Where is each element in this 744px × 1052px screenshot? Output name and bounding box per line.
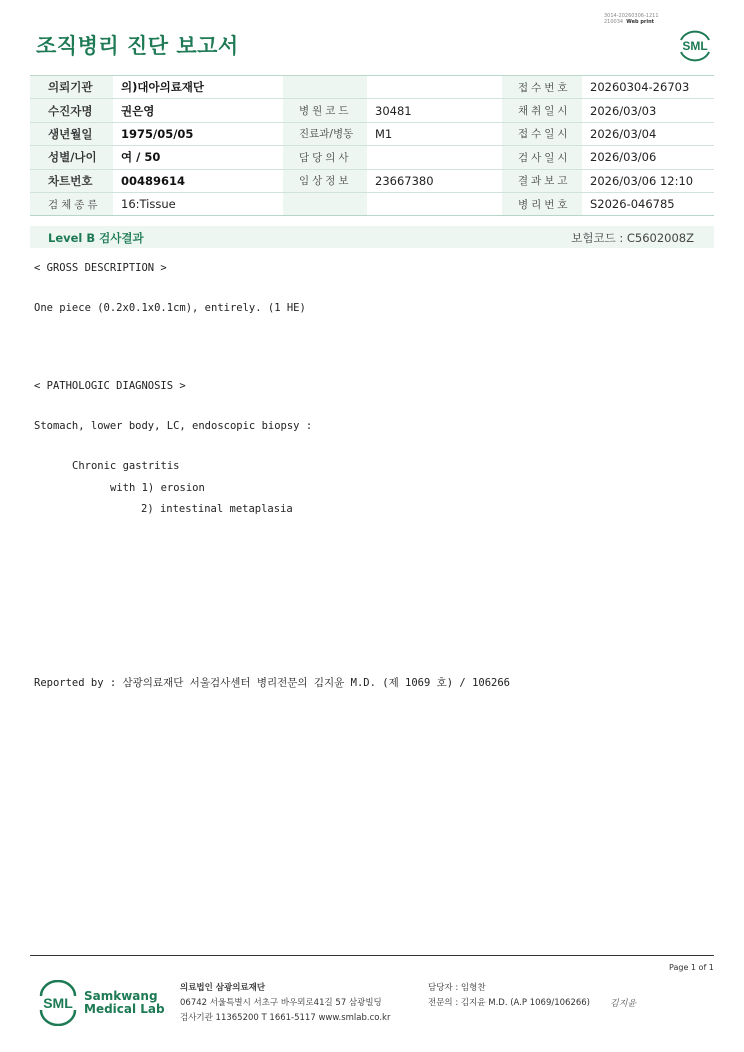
info-value: 권은영 bbox=[113, 99, 283, 122]
info-value: 2026/03/06 bbox=[582, 146, 714, 169]
info-value: 1975/05/05 bbox=[113, 122, 283, 145]
info-value: 16:Tissue bbox=[113, 192, 283, 215]
print-code: 3014-20260306-1211 bbox=[604, 13, 659, 19]
diagnosis-site: Stomach, lower body, LC, endoscopic biopsy : bbox=[34, 420, 313, 432]
brand-line-1: Samkwang bbox=[84, 989, 158, 1003]
responsible-block bbox=[428, 981, 590, 1011]
report-title: 조직병리 진단 보고서 bbox=[36, 34, 239, 58]
info-value: 20260304-26703 bbox=[582, 76, 714, 99]
info-value: 여 / 50 bbox=[113, 146, 283, 169]
info-value: 00489614 bbox=[113, 169, 283, 192]
info-label: 병리번호 bbox=[502, 192, 582, 215]
info-row bbox=[30, 169, 714, 192]
info-label: 접수일시 bbox=[502, 122, 582, 145]
signature: 김지윤 bbox=[610, 999, 637, 1009]
info-label bbox=[283, 76, 367, 99]
info-label: 채취일시 bbox=[502, 99, 582, 122]
info-value: S2026-046785 bbox=[582, 192, 714, 215]
info-value bbox=[367, 146, 502, 169]
diagnosis-heading: < PATHOLOGIC DIAGNOSIS > bbox=[34, 380, 186, 392]
print-meta bbox=[604, 13, 659, 25]
sml-logo-icon bbox=[37, 980, 79, 1026]
info-label: 의뢰기관 bbox=[30, 76, 113, 99]
contact: 검사기관 11365200 T 1661-5117 www.smlab.co.kr bbox=[180, 1013, 391, 1023]
info-label: 생년월일 bbox=[30, 122, 113, 145]
info-row bbox=[30, 76, 714, 99]
info-label: 임상정보 bbox=[283, 169, 367, 192]
sml-logo-icon bbox=[676, 27, 714, 63]
org-name: 의료법인 삼광의료재단 bbox=[180, 983, 266, 993]
info-label: 담당의사 bbox=[283, 146, 367, 169]
info-label: 차트번호 bbox=[30, 169, 113, 192]
address: 06742 서울특별시 서초구 바우뫼로41길 57 삼광빌딩 bbox=[180, 998, 382, 1008]
info-row bbox=[30, 122, 714, 145]
logo-text: SML bbox=[682, 39, 708, 53]
info-label: 결과보고 bbox=[502, 169, 582, 192]
info-value bbox=[367, 192, 502, 215]
info-label: 접수번호 bbox=[502, 76, 582, 99]
info-value: 2026/03/04 bbox=[582, 122, 714, 145]
info-value: 23667380 bbox=[367, 169, 502, 192]
result-level-title: Level B 검사결과 bbox=[48, 231, 144, 245]
brand-name bbox=[84, 990, 165, 1016]
info-row bbox=[30, 146, 714, 169]
diagnosis-sub-2: 2) intestinal metaplasia bbox=[141, 503, 293, 515]
print-id: 210034 bbox=[604, 19, 624, 25]
manager: 담당자 : 임형찬 bbox=[428, 983, 486, 993]
gross-text: One piece (0.2x0.1x0.1cm), entirely. (1 HE) bbox=[34, 302, 306, 314]
diagnosis-main: Chronic gastritis bbox=[72, 460, 180, 472]
gross-heading: < GROSS DESCRIPTION > bbox=[34, 262, 167, 274]
patient-info-table bbox=[30, 75, 714, 216]
logo-text: SML bbox=[43, 995, 73, 1011]
address-block bbox=[180, 981, 390, 1026]
print-mode: Web print bbox=[626, 19, 655, 25]
specialist: 전문의 : 김지윤 M.D. (A.P 1069/106266) bbox=[428, 998, 590, 1008]
info-label: 병원코드 bbox=[283, 99, 367, 122]
info-value: 30481 bbox=[367, 99, 502, 122]
insurance-code: 보험코드 : C5602008Z bbox=[571, 231, 694, 245]
info-label bbox=[283, 192, 367, 215]
reported-by: Reported by : 삼광의료재단 서울검사센터 병리전문의 김지윤 M.D. (제 1069 호) / 106266 bbox=[34, 677, 511, 689]
diagnosis-sub-1: with 1) erosion bbox=[110, 482, 205, 494]
info-label: 검사일시 bbox=[502, 146, 582, 169]
info-row bbox=[30, 192, 714, 215]
info-label: 진료과/병동 bbox=[283, 122, 367, 145]
info-value: 의)대아의료재단 bbox=[113, 76, 283, 99]
info-label: 검체종류 bbox=[30, 192, 113, 215]
info-label: 성별/나이 bbox=[30, 146, 113, 169]
info-value: 2026/03/03 bbox=[582, 99, 714, 122]
info-value bbox=[367, 76, 502, 99]
info-row bbox=[30, 99, 714, 122]
result-level-bar bbox=[30, 226, 714, 248]
info-label: 수진자명 bbox=[30, 99, 113, 122]
info-value: 2026/03/06 12:10 bbox=[582, 169, 714, 192]
info-value: M1 bbox=[367, 122, 502, 145]
footer-divider bbox=[30, 955, 714, 956]
brand-line-2: Medical Lab bbox=[84, 1002, 165, 1016]
page-number: Page 1 of 1 bbox=[669, 963, 714, 972]
